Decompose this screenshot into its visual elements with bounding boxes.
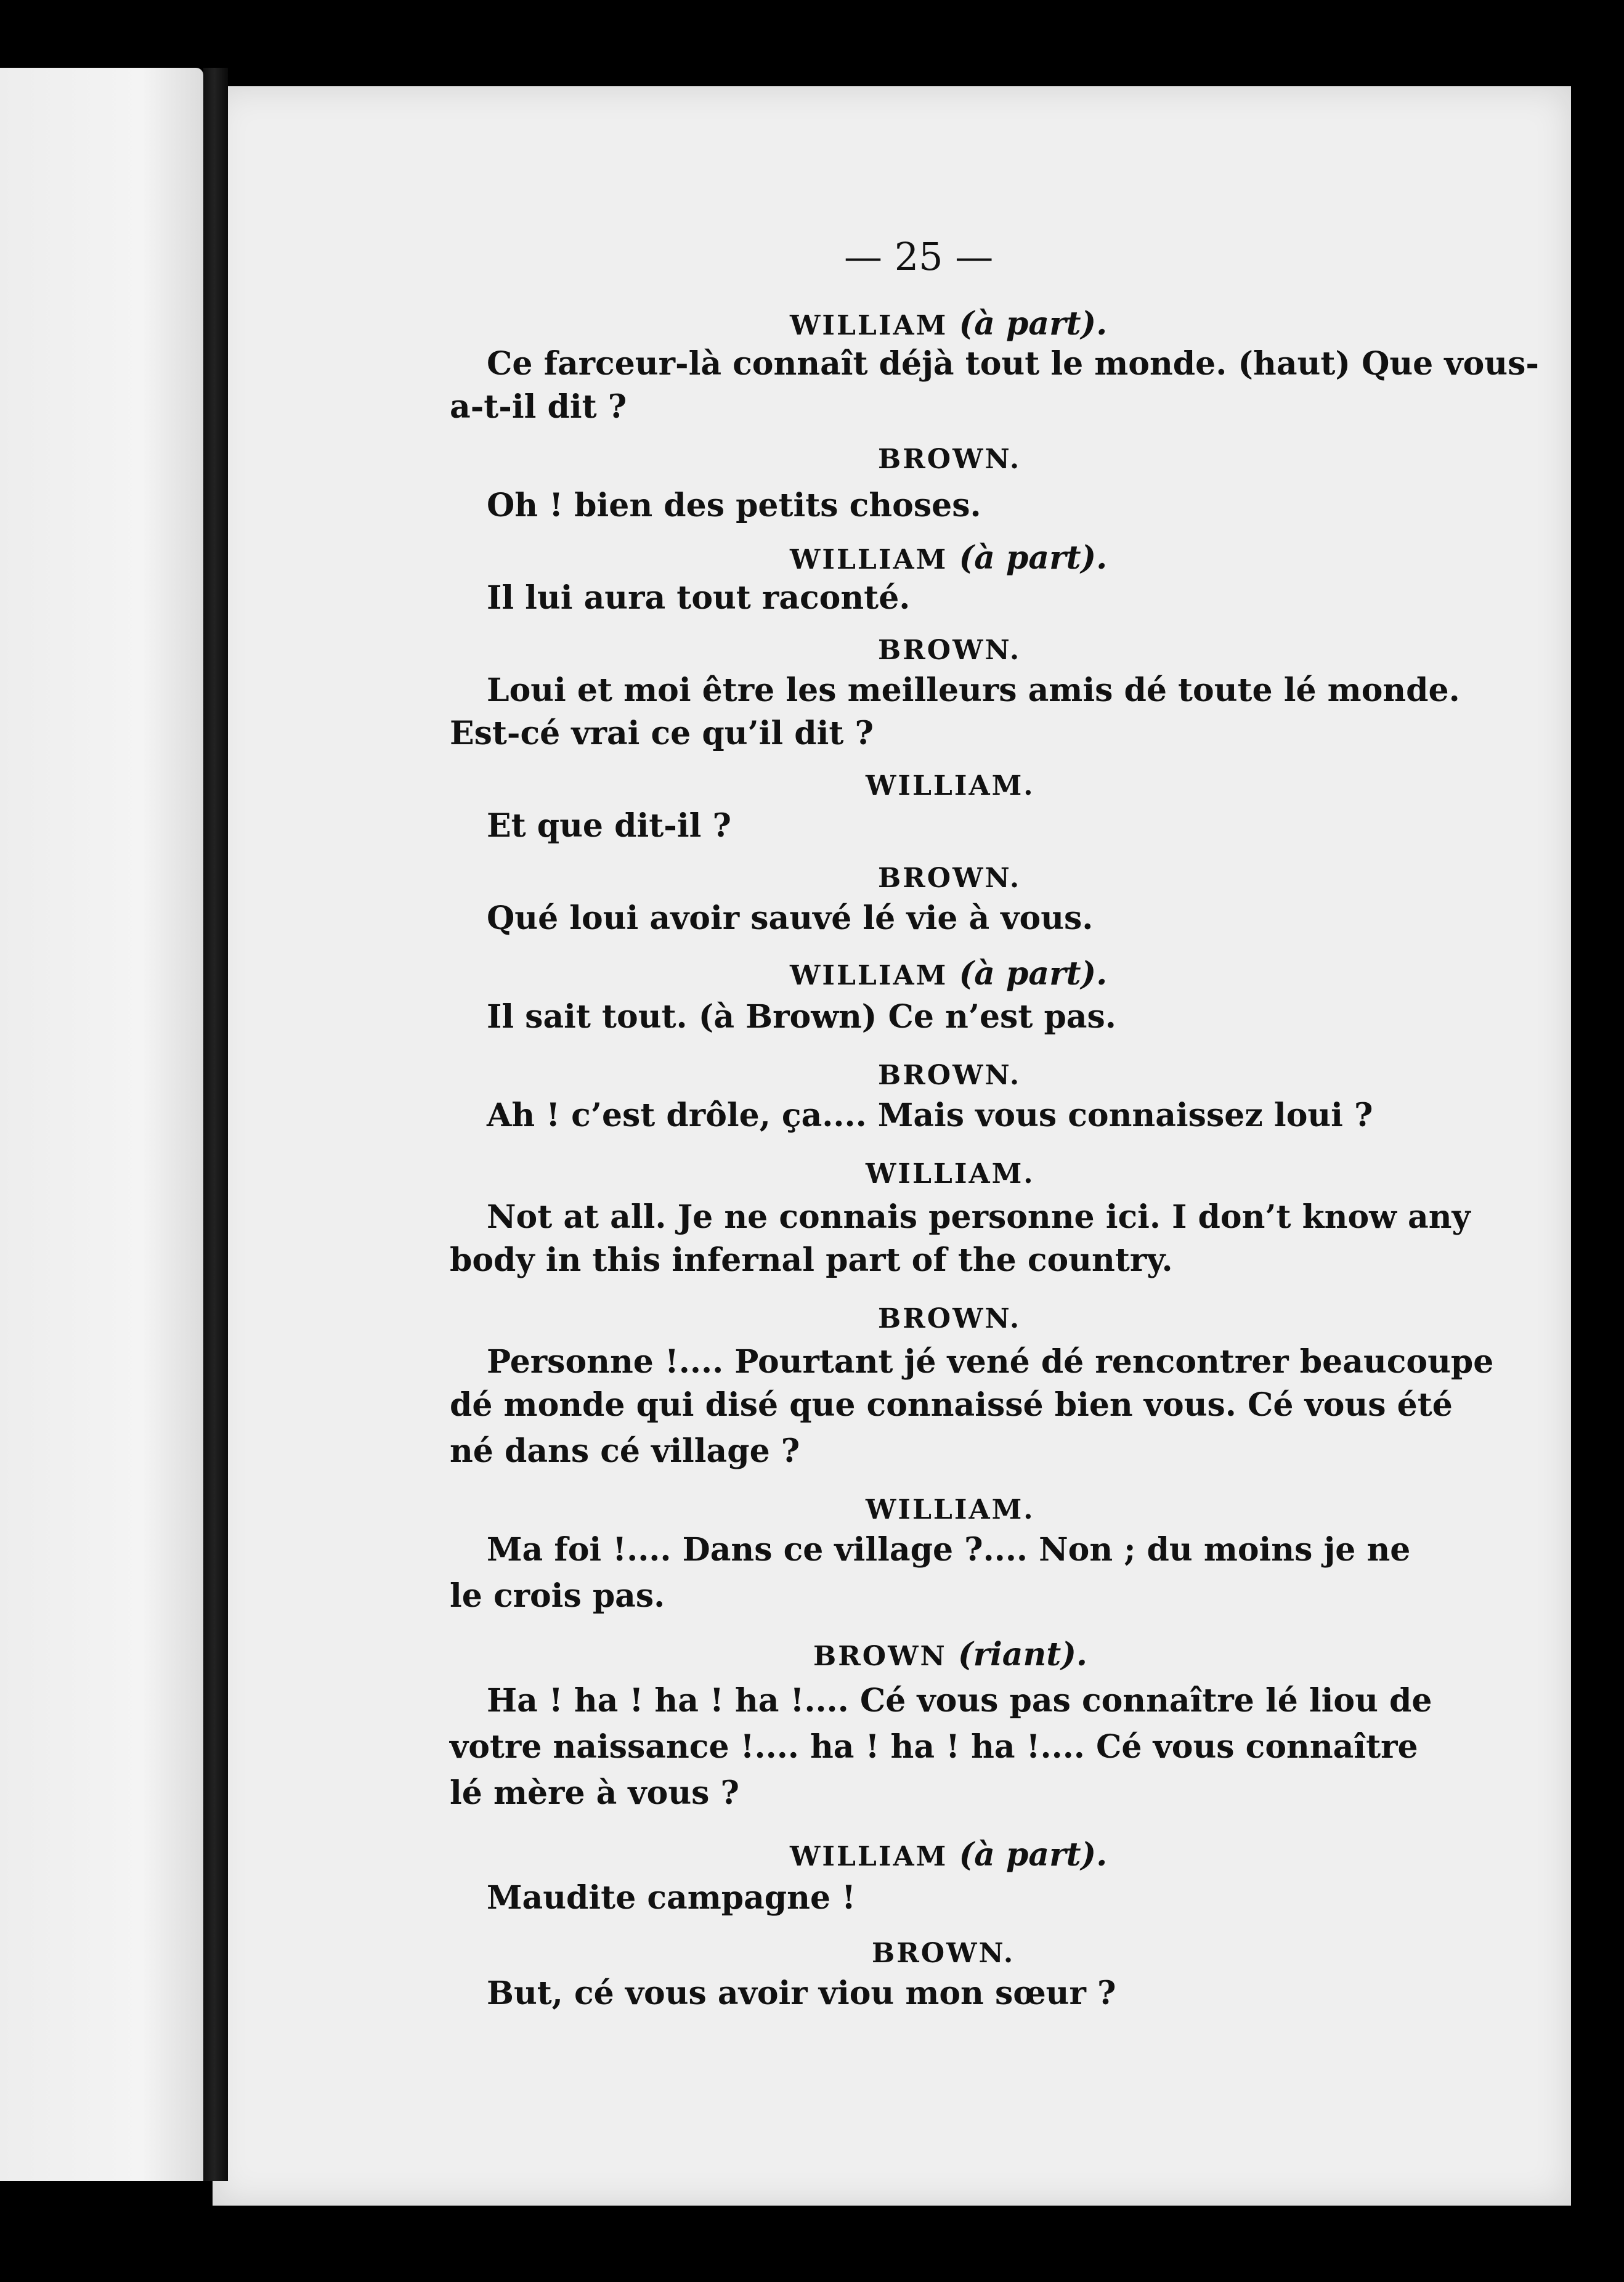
dialogue-line: Est-cé vrai ce qu’il dit ? [450,715,874,752]
dialogue-line: Il sait tout. (à Brown) Ce n’est pas. [487,998,1116,1036]
dialogue-line: Qué loui avoir sauvé lé vie à vous. [487,899,1094,937]
speaker-name: WILLIAM [790,310,948,341]
stage-direction: (à part). [959,305,1108,343]
dialogue-line: body in this infernal part of the country. [450,1241,1173,1279]
speaker-name: BROWN. [878,1303,1021,1334]
speaker-label [878,1060,1021,1091]
page-number: — 25 — [844,234,994,279]
stage-direction: (à part). [959,539,1108,577]
speaker-label [866,1158,1035,1190]
stage-direction: (à part). [959,955,1108,993]
previous-page-edge [0,68,203,2181]
speaker-label [872,1938,1015,1969]
speaker-label [813,1636,1087,1673]
speaker-name: WILLIAM. [866,1494,1035,1525]
dialogue-line: Ah ! c’est drôle, ça.... Mais vous connaissez loui ? [487,1097,1373,1134]
speaker-name: WILLIAM. [866,1158,1035,1190]
speaker-name: WILLIAM [790,544,948,575]
speaker-label [866,1494,1035,1525]
dialogue-line: votre naissance !.... ha ! ha ! ha !.... Cé vous connaître [450,1728,1418,1766]
dialogue-line: Ha ! ha ! ha ! ha !.... Cé vous pas connaître lé liou de [487,1682,1432,1720]
speaker-label [866,770,1035,802]
speaker-name: WILLIAM. [866,770,1035,802]
dialogue-line: Oh ! bien des petits choses. [487,487,981,524]
dialogue-line: But, cé vous avoir viou mon sœur ? [487,1975,1116,2012]
speaker-label [878,444,1021,475]
speaker-name: BROWN. [872,1938,1015,1969]
speaker-name: WILLIAM [790,960,948,991]
speaker-label [790,1836,1107,1874]
dialogue-line: Et que dit-il ? [487,807,731,845]
speaker-label [790,955,1107,993]
speaker-name: BROWN. [878,863,1021,894]
speaker-label [878,635,1021,666]
dialogue-line: Personne !.... Pourtant jé vené dé rencontrer beaucoupe [487,1343,1494,1381]
page-text [213,86,1571,2206]
stage-direction: (riant). [958,1636,1088,1673]
dialogue-line: né dans cé village ? [450,1432,800,1470]
dialogue-line: Ce farceur-là connaît déjà tout le monde. (haut) Que vous- [487,345,1539,383]
dialogue-line: le crois pas. [450,1577,665,1615]
dialogue-line: a-t-il dit ? [450,388,627,426]
speaker-name: BROWN [813,1641,947,1672]
speaker-label [878,1303,1021,1334]
book-spine [203,68,228,2181]
dialogue-line: Not at all. Je ne connais personne ici. I don’t know any [487,1198,1471,1236]
speaker-name: BROWN. [878,635,1021,666]
speaker-label [878,863,1021,894]
dialogue-line: Ma foi !.... Dans ce village ?.... Non ; du moins je ne [487,1531,1411,1569]
stage-direction: (à part). [959,1836,1108,1874]
speaker-name: BROWN. [878,1060,1021,1091]
dialogue-line: lé mère à vous ? [450,1774,739,1812]
book-page [213,86,1571,2206]
speaker-name: BROWN. [878,444,1021,475]
dialogue-line: Loui et moi être les meilleurs amis dé toute lé monde. [487,672,1460,709]
dialogue-line: Il lui aura tout raconté. [487,579,911,617]
speaker-name: WILLIAM [790,1841,948,1872]
speaker-label [790,305,1107,343]
dialogue-line: dé monde qui disé que connaissé bien vous. Cé vous été [450,1386,1453,1424]
dialogue-line: Maudite campagne ! [487,1879,856,1917]
speaker-label [790,539,1107,577]
